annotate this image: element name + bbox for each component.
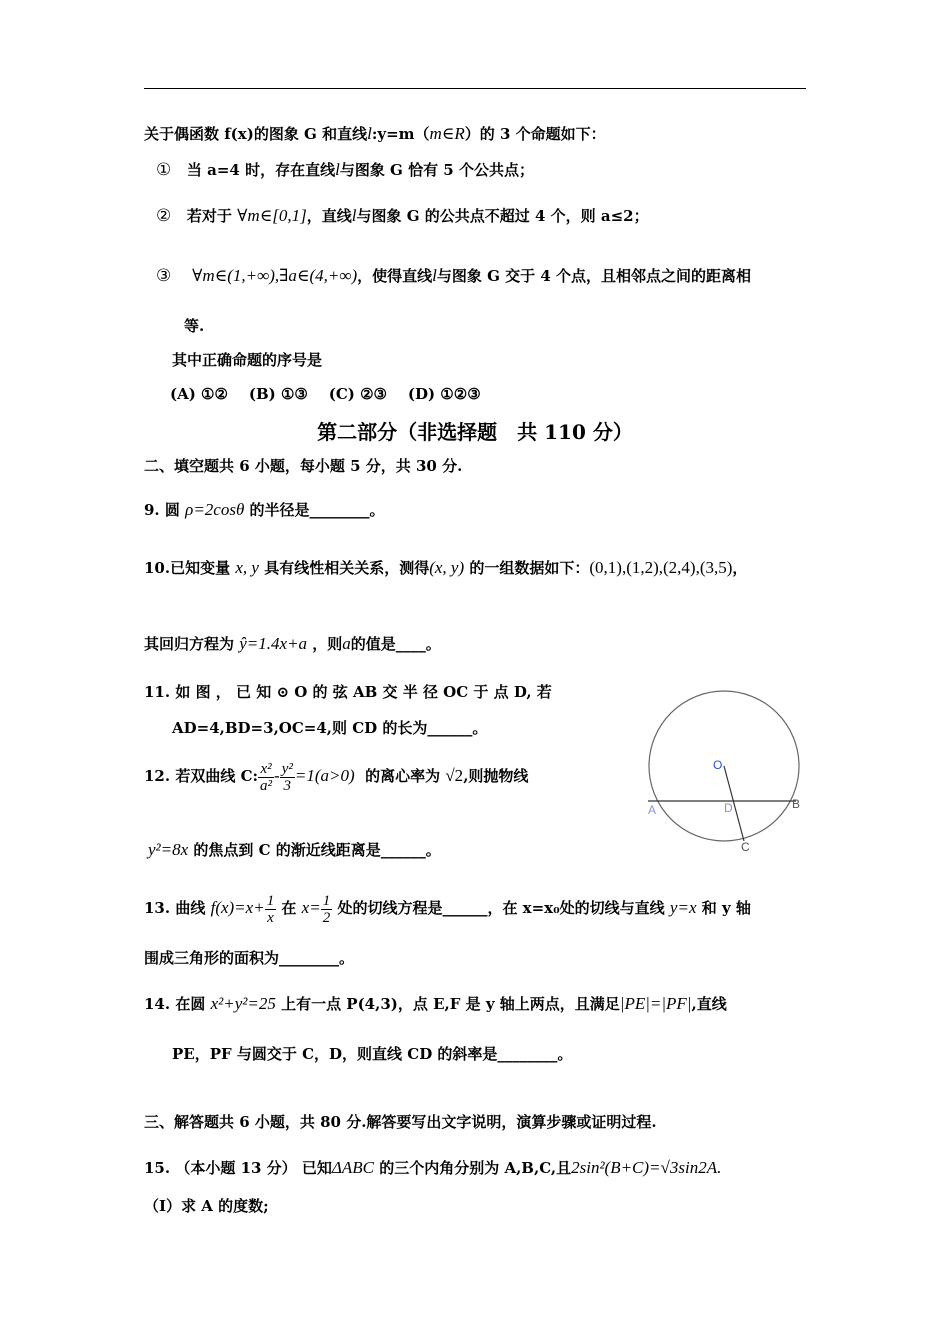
proposition-3-continuation: 等.	[184, 317, 205, 335]
question-15: 15. （本小题 13 分） 已知ΔABC 的三个内角分别为 A,B,C,且2sin²(B+C)=√3sin2A.	[144, 1158, 722, 1177]
circle-figure	[640, 686, 810, 858]
part2-title: 第二部分（非选择题 共 110 分）	[317, 420, 633, 444]
label-a: A	[648, 803, 657, 817]
question-13-line1: 13. 曲线 f(x)=x+ $\frac{1}{x}$ 在 x= $\frac{1}{2}$ 处的切线方程是______，在 x=x₀处的切线与直线 y=x 和 y 轴	[144, 892, 751, 926]
label-c: C	[741, 840, 750, 854]
option-a: (A) ①②	[170, 385, 228, 403]
option-d: (D) ①②③	[407, 385, 481, 403]
question-12-line2: y²=8x 的焦点到 C 的渐近线距离是______。	[148, 840, 441, 859]
question-prompt: 其中正确命题的序号是	[172, 351, 323, 369]
question-14-line1: 14. 在圆 x²+y²=25 上有一点 P(4,3)，点 E,F 是 y 轴上两点，且满足|PE|=|PF|,直线	[144, 994, 727, 1013]
section2-heading: 二、填空题共 6 小题，每小题 5 分，共 30 分.	[144, 457, 463, 475]
question-11-line1: 11. 如 图 ， 已 知 ⊙ O 的 弦 AB 交 半 径 OC 于 点 D, 若	[144, 683, 552, 701]
proposition-3: ③ ∀m∈(1,+∞),∃a∈(4,+∞)，使得直线l与图象 G 交于 4 个点，且相邻点之间的距离相	[156, 266, 752, 285]
proposition-1: ① 当 a=4 时，存在直线l与图象 G 恰有 5 个公共点；	[156, 160, 534, 179]
option-c: (C) ②③	[328, 385, 387, 403]
label-d: D	[724, 801, 733, 815]
proposition-2: ② 若对于 ∀m∈[0,1]，直线l与图象 G 的公共点不超过 4 个，则 a≤2；	[156, 206, 649, 225]
header-rule	[144, 88, 806, 89]
intro-line: 关于偶函数 f(x)的图象 G 和直线l:y=m（m∈R）的 3 个命题如下：	[144, 124, 606, 143]
label-b: B	[792, 797, 801, 811]
question-14-line2: PE，PF 与圆交于 C，D，则直线 CD 的斜率是________。	[172, 1045, 573, 1063]
question-15-part1: （Ⅰ）求 A 的度数;	[144, 1197, 269, 1215]
label-o: O	[713, 758, 723, 772]
question-9: 9. 圆 ρ=2cosθ 的半径是________。	[144, 500, 385, 519]
question-13-line2: 围成三角形的面积为________。	[144, 949, 355, 967]
question-10-line2: 其回归方程为 ŷ=1.4x+a ，则a的值是____。	[144, 634, 441, 653]
option-b: (B) ①③	[248, 385, 308, 403]
question-10-line1: 10.已知变量 x, y 具有线性相关关系，测得(x, y) 的一组数据如下：(0,1),(1,2),(2,4),(3,5)，	[144, 558, 748, 577]
section3-heading: 三、解答题共 6 小题，共 80 分.解答要写出文字说明，演算步骤或证明过程.	[144, 1113, 657, 1131]
answer-options	[170, 384, 481, 404]
question-12-line1: 12. 若双曲线 C: $\frac{\text{x²}}{\text{a²}}$ - $\frac{\text{y²}}{3}$ =1(a>0) 的离心率为 √2,则抛物线	[144, 760, 529, 794]
question-11-line2: AD=4,BD=3,OC=4,则 CD 的长为______。	[172, 719, 488, 737]
